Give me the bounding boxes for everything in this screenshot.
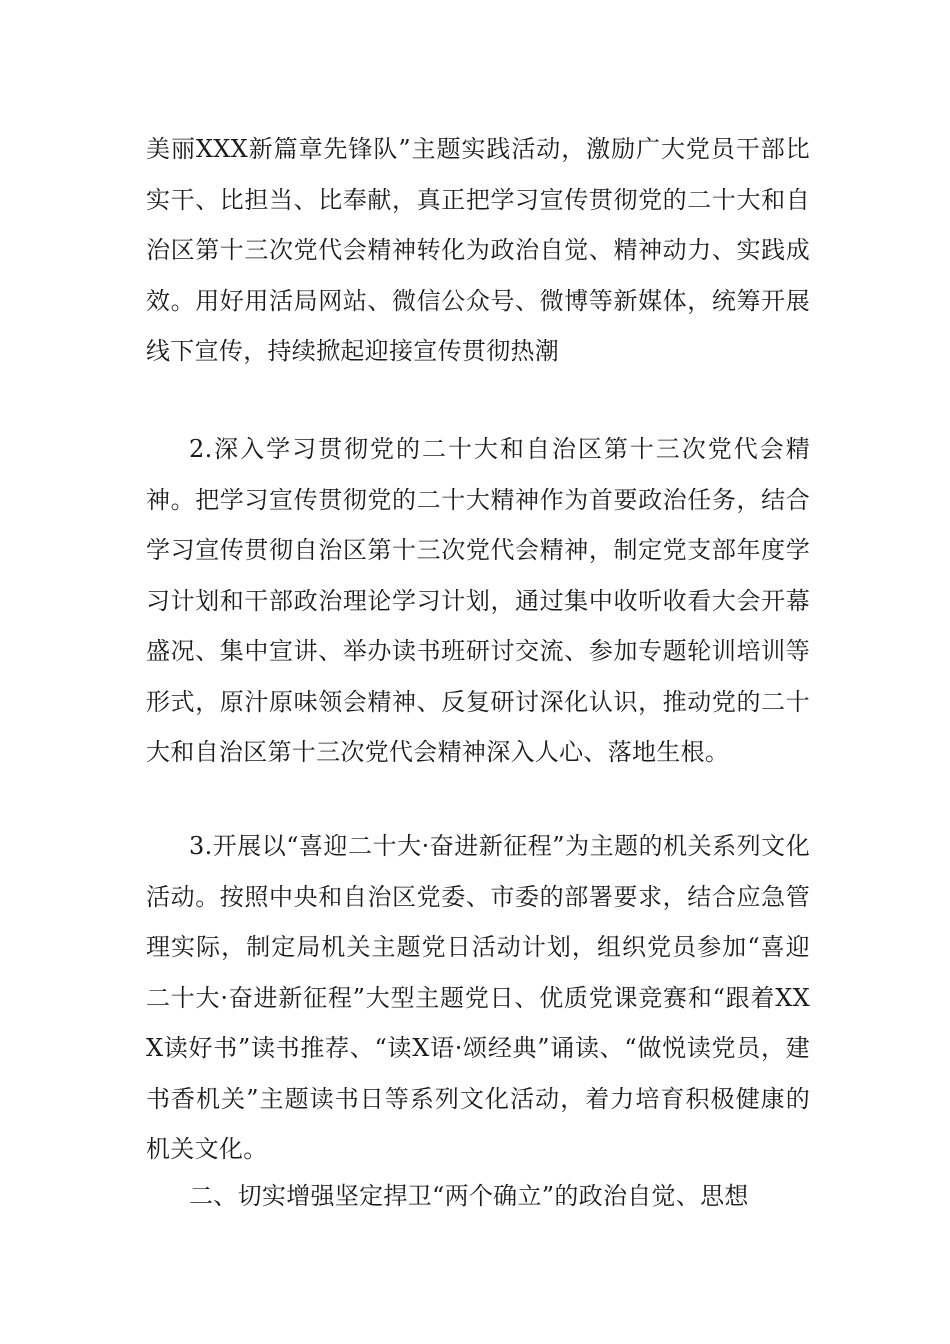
section-heading-2: 二、切实增强坚定捍卫“两个确立”的政治自觉、思想 <box>189 1182 749 1210</box>
paragraph-continuation: 美丽XXX新篇章先锋队”主题实践活动，激励广大党员干部比实干、比担当、比奉献，真正把学习宣传贯彻党的二十大和自治区第十三次党代会精神转化为政治自觉、精神动力、实践成效。用好用活局网站、微信公众号、微博等新媒体，统筹开展线下宣传，持续掀起迎接宣传贯彻热潮 <box>146 135 810 365</box>
paragraph-item-2: 2.深入学习贯彻党的二十大和自治区第十三次党代会精神。把学习宣传贯彻党的二十大精神作为首要政治任务，结合学习宣传贯彻自治区第十三次党代会精神，制定党支部年度学习计划和干部政治理论学习计划，通过集中收听收看大会开幕盛况、集中宣讲、举办读书班研讨交流、参加专题轮训培训等形式，原汁原味领会精神、反复研讨深化认识，推动党的二十大和自治区第十三次党代会精神深入人心、落地生根。 <box>146 435 810 766</box>
paragraph-item-3: 3.开展以“喜迎二十大·奋进新征程”为主题的机关系列文化活动。按照中央和自治区党委、市委的部署要求，结合应急管理实际，制定局机关主题党日活动计划，组织党员参加“喜迎二十大·奋进新征程”大型主题党日、优质党课竞赛和“跟着XXX读好书”读书推荐、“读X语·颂经典”诵读、“做悦读党员，建书香机关”主题读书日等系列文化活动，着力培育积极健康的机关文化。 <box>146 832 810 1163</box>
